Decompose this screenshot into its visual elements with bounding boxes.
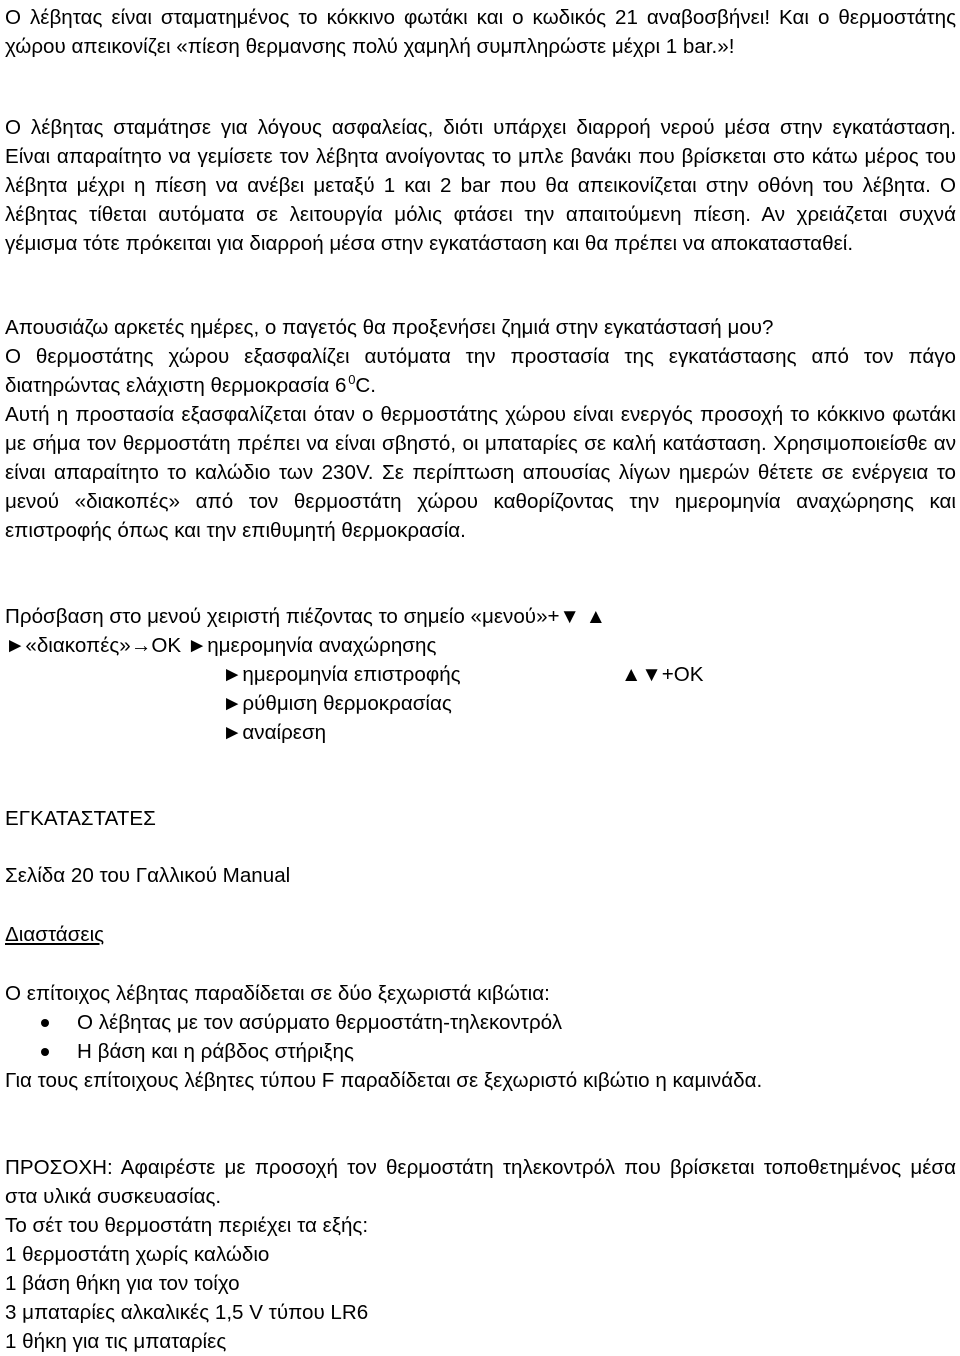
bullet-icon [41, 1019, 49, 1027]
delivery-note: Για τους επίτοιχους λέβητες τύπου F παραδίδεται σε ξεχωριστό κιβώτιο η καμινάδα. [5, 1069, 763, 1092]
set-item: 1 βάση θήκη για τον τοίχο [5, 1272, 240, 1295]
page-reference: Σελίδα 20 του Γαλλικού Manual [5, 864, 291, 887]
set-item: 1 θερμοστάτη χωρίς καλώδιο [5, 1243, 270, 1266]
paragraph-frost-question: Απουσιάζω αρκετές ημέρες, ο παγετός θα προξενήσει ζημιά στην εγκατάστασή μου? [5, 316, 774, 339]
degree-superscript: 0 [348, 372, 356, 388]
menu-intro: Πρόσβαση στο μενού χειριστή πιέζοντας το σημείο «μενού»+▼ ▲ [5, 605, 607, 628]
menu-row-cancel: ►αναίρεση [222, 721, 327, 744]
warning-paragraph: ΠΡΟΣΟΧΗ: Αφαιρέστε με προσοχή τον θερμοστάτη τηλεκοντρόλ που βρίσκεται τοποθετημένος μέσα στα υλικά συσκευασίας. [5, 1156, 956, 1208]
set-item: 3 μπαταρίες αλκαλικές 1,5 V τύπου LR6 [5, 1301, 369, 1324]
menu-row-temperature: ►ρύθμιση θερμοκρασίας [222, 692, 452, 715]
menu-row-return: ►ημερομηνία επιστροφής [222, 663, 461, 686]
paragraph-leak-explanation: Ο λέβητας σταμάτησε για λόγους ασφαλείας, διότι υπάρχει διαρροή νερού μέσα στην εγκατάσταση. Είναι απαραίτητο να γεμίσετε τον λέβητα ανοίγοντας το μπλε βανάκι που βρίσκεται στο κάτω μέρος του λέβητα μέχρι η πίεση να ανέβει μεταξύ 1 και 2 bar που θα απεικονίζεται στην οθόνη του λέβητα. Ο λέβητας τίθεται αυτόματα σε λειτουργία μόλις φτάσει την απαιτούμενη πίεση. Αν χρειάζεται συχνά γέμισμα τότε πρόκειται για διαρροή μέσα στην εγκατάσταση και θα πρέπει να αποκατασταθεί. [5, 116, 956, 255]
paragraph-error-code: Ο λέβητας είναι σταματημένος το κόκκινο φωτάκι και ο κωδικός 21 αναβοσβήνει! Και ο θερμοστάτης χώρου απεικονίζει «πίεση θερμανσης πολύ χαμηλή συμπληρώστε μέχρι 1 bar.»! [5, 6, 956, 58]
set-intro: Το σέτ του θερμοστάτη περιέχει τα εξής: [5, 1214, 369, 1237]
set-item: 1 θήκη για τις μπαταρίες [5, 1330, 227, 1353]
paragraph-frost-answer [5, 342, 956, 400]
menu-row-departure: ►«διακοπές»→OK ►ημερομηνία αναχώρησης [5, 634, 437, 657]
frost-answer-text: Ο θερμοστάτης χώρου εξασφαλίζει αυτόματα την προστασία της εγκατάστασης από τον πάγο διατηρώντας ελάχιστη θερμοκρασία 6 [5, 345, 956, 397]
dimensions-heading: Διαστάσεις [5, 923, 105, 946]
menu-row-keys: ▲▼+OK [621, 663, 704, 686]
frost-answer-unit: C. [355, 374, 377, 397]
paragraph-protection: Αυτή η προστασία εξασφαλίζεται όταν ο θερμοστάτης χώρου είναι ενεργός προσοχή το κόκκινο φωτάκι με σήμα τον θερμοστάτη πρέπει να είναι σβηστό, οι μπαταρίες σε καλή κατάσταση. Χρησιμοποιείσθε αν είναι απαραίτητο το καλώδιο των 230V. Σε περίπτωση απουσίας λίγων ημερών θέτετε σε ενέργεια το μενού «διακοπές» από τον θερμοστάτη χώρου καθορίζοντας την ημερομηνία αναχώρησης και επιστροφής όπως και την επιθυμητή θερμοκρασία. [5, 403, 956, 542]
section-title: ΕΓΚΑΤΑΣΤΑΤΕΣ [5, 807, 156, 830]
bullet-icon [41, 1048, 49, 1056]
delivery-intro: Ο επίτοιχος λέβητας παραδίδεται σε δύο ξεχωριστά κιβώτια: [5, 982, 550, 1005]
